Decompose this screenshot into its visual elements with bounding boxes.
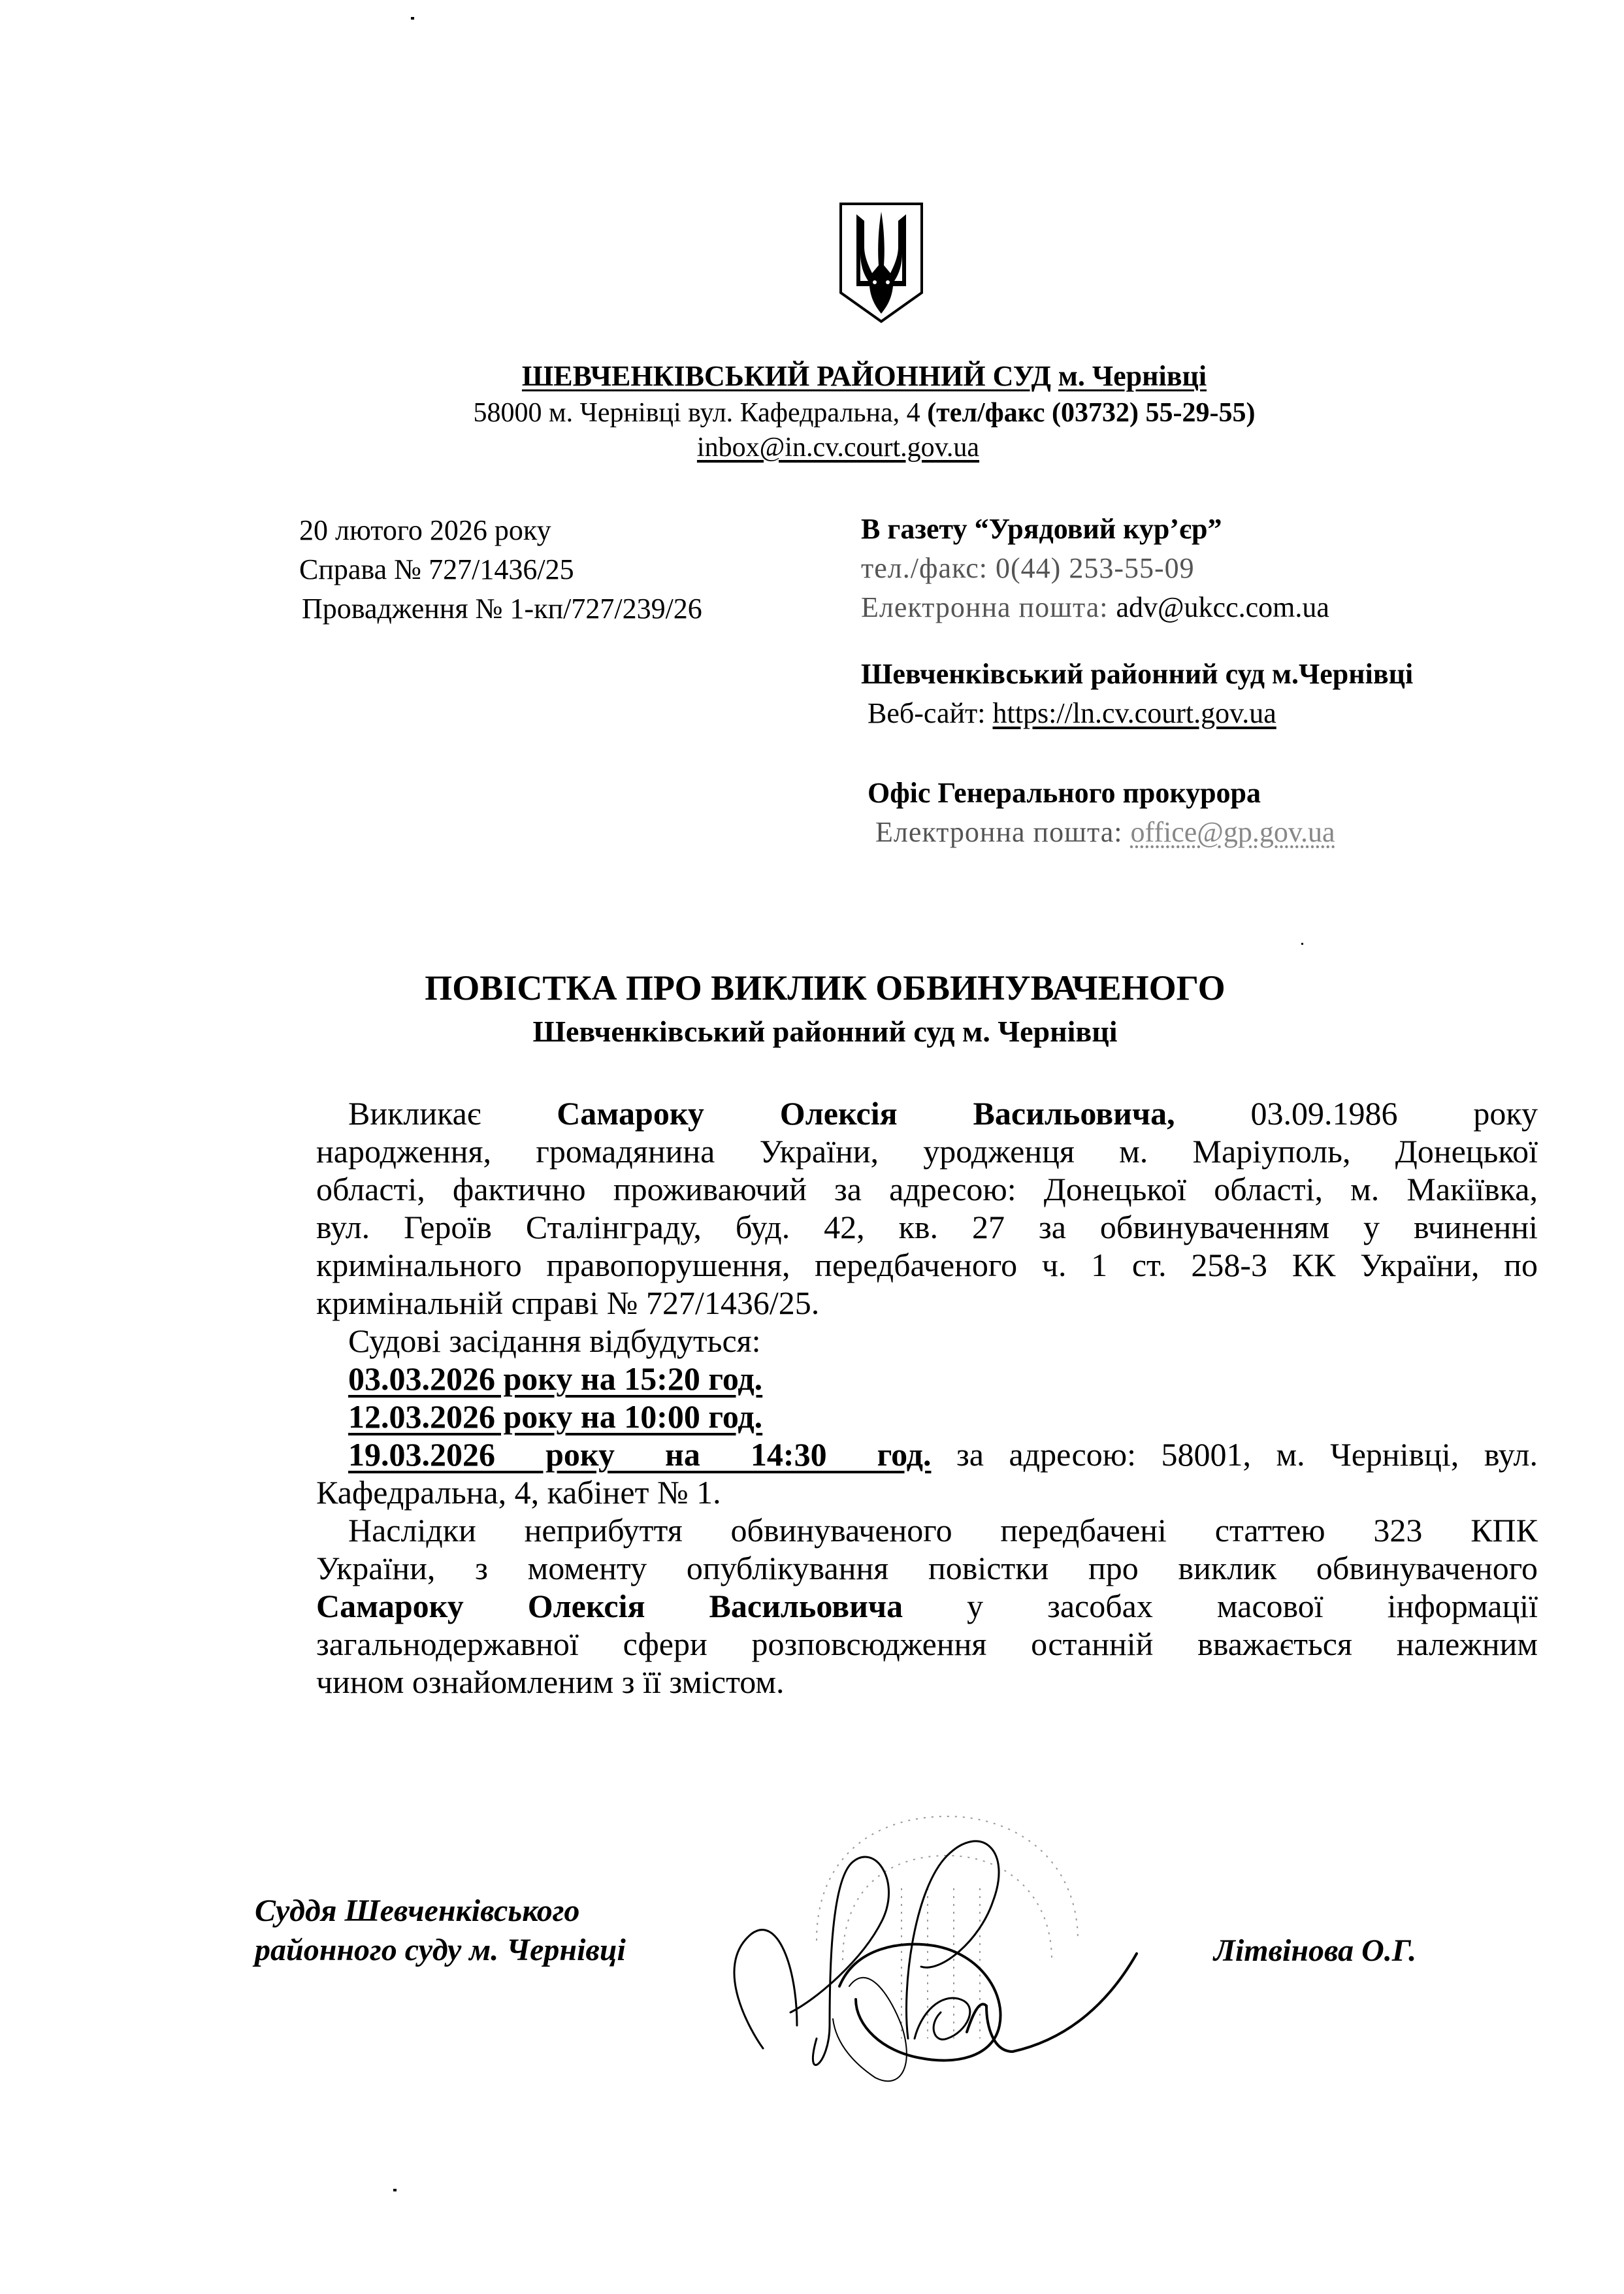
- recipient-email[interactable]: adv@ukcc.com.ua: [1116, 591, 1329, 623]
- hearing-date-2: [316, 1398, 1538, 1435]
- body-line: України, з моменту опублікування повістки про виклик обвинуваченого: [316, 1550, 1538, 1586]
- body-line: загальнодержавної сфери розповсюдження останній вважається належним: [316, 1626, 1538, 1662]
- case-number: Справа № 727/1436/25: [299, 553, 574, 585]
- consequences-text: у засобах масової інформації: [967, 1588, 1538, 1624]
- body-line: області, фактично проживаючий за адресою: Донецької області, м. Макіївка,: [316, 1171, 1538, 1207]
- document-subtitle: Шевченківський районний суд м. Чернівці: [532, 1015, 1118, 1048]
- case-meta: [299, 511, 702, 629]
- hearing-address-line2: Кафедральна, 4, кабінет № 1.: [316, 1474, 721, 1511]
- body-line: чином ознайомленим з її змістом.: [316, 1663, 785, 1700]
- recipient-email-label: Електронна пошта:: [861, 591, 1116, 623]
- hearing-date-3: [316, 1435, 1538, 1473]
- word-year: року: [1473, 1095, 1538, 1132]
- hearing-date-1: [316, 1360, 1538, 1398]
- court-email[interactable]: inbox@in.cv.court.gov.ua: [696, 433, 980, 463]
- coat-of-arms-icon: [838, 201, 924, 325]
- hearing-datetime: 03.03.2026 року на 15:20 год.: [348, 1360, 763, 1397]
- recipient-title: Шевченківський районний суд м.Чернівці: [861, 658, 1414, 690]
- accused-name: Самароку Олексія Васильовича,: [557, 1095, 1175, 1132]
- court-phone: (тел/факс (03732) 55-29-55): [927, 398, 1256, 428]
- scan-speck: [1301, 943, 1303, 945]
- recipient-email-link[interactable]: office@gp.gov.ua: [1130, 816, 1335, 848]
- summons-body: [316, 1094, 1538, 1701]
- body-line: [316, 1094, 1538, 1132]
- hearings-intro: Судові засідання відбудуться:: [348, 1322, 761, 1359]
- body-line: кримінальній справі № 727/1436/25.: [316, 1285, 820, 1321]
- recipient-title: Офіс Генерального прокурора: [868, 777, 1261, 809]
- judge-name: Літвінова О.Г.: [1214, 1933, 1417, 1968]
- body-line: Наслідки неприбуття обвинуваченого передбачені статтею 323 КПК: [348, 1512, 1538, 1548]
- handwritten-signature-icon: [706, 1790, 1228, 2091]
- recipient-prosecutor-office: [868, 774, 1335, 852]
- judge-position-line2: районного суду м. Чернівці: [255, 1933, 626, 1967]
- proceeding-number: Провадження № 1-кп/727/239/26: [302, 593, 702, 625]
- scan-speck: [393, 2189, 397, 2191]
- court-address: 58000 м. Чернівці вул. Кафедральна, 4: [473, 398, 928, 428]
- recipient-title: В газету “Урядовий кур’єр”: [861, 513, 1222, 545]
- birth-date: 03.09.1986: [1250, 1095, 1398, 1132]
- hearing-address: за адресою: 58001, м. Чернівці, вул.: [931, 1436, 1538, 1473]
- recipient-website-line: [861, 694, 1413, 733]
- court-name: ШЕВЧЕНКІВСЬКИЙ РАЙОННИЙ СУД: [521, 360, 1051, 392]
- hearing-datetime: 12.03.2026 року на 10:00 год.: [348, 1398, 763, 1435]
- court-header-title: [52, 358, 1624, 395]
- recipient-website-link[interactable]: https://ln.cv.court.gov.ua: [992, 697, 1276, 729]
- recipient-email-line: [861, 588, 1329, 627]
- court-city: м. Чернівці: [1058, 360, 1207, 392]
- recipient-email-label: Електронна пошта:: [875, 816, 1131, 848]
- recipient-court: [861, 655, 1413, 733]
- recipient-urjadovyj-kurier: [861, 510, 1329, 627]
- judge-position: [255, 1892, 626, 1970]
- accused-name: Самароку Олексія Васильовича: [316, 1588, 903, 1624]
- judge-position-line1: Суддя Шевченківського: [255, 1893, 580, 1928]
- body-line: народження, громадянина України, уродженця м. Маріуполь, Донецької: [316, 1133, 1538, 1170]
- recipient-website-label: Веб-сайт:: [868, 697, 993, 729]
- recipient-phone: тел./факс: 0(44) 253-55-09: [861, 552, 1195, 584]
- document-title: ПОВІСТКА ПРО ВИКЛИК ОБВИНУВАЧЕНОГО: [425, 968, 1226, 1008]
- body-line: [316, 1587, 1538, 1625]
- document-date: 20 лютого 2026 року: [299, 514, 551, 546]
- recipient-email-line: [868, 813, 1335, 852]
- body-line: вул. Героїв Сталінграду, буд. 42, кв. 27 за обвинуваченням у вчиненні: [316, 1209, 1538, 1245]
- summons-verb: Викликає: [348, 1095, 481, 1132]
- court-address-line: [52, 395, 1624, 431]
- scan-speck: [411, 17, 414, 20]
- hearing-datetime: 19.03.2026 року на 14:30 год.: [348, 1436, 932, 1473]
- body-line: кримінального правопорушення, передбаченого ч. 1 ст. 258-3 КК України, по: [316, 1247, 1538, 1283]
